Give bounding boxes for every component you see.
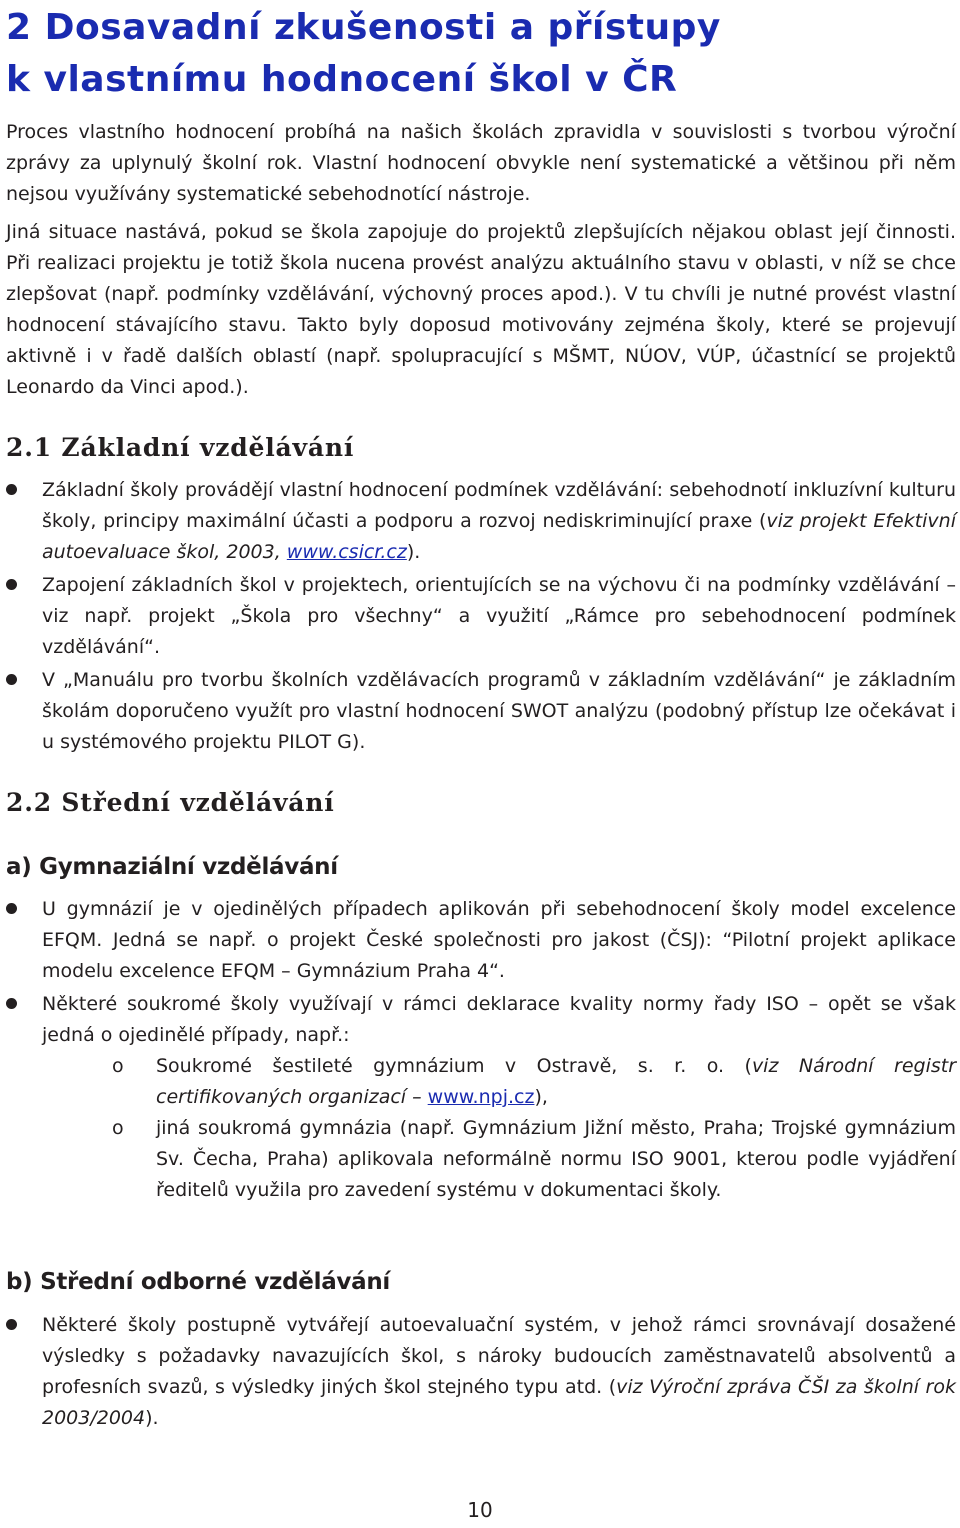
subsection-heading-b: b) Střední odborné vzdělávání bbox=[6, 1269, 390, 1295]
list-item-sos-1 bbox=[6, 1310, 956, 1434]
page-number: 10 bbox=[467, 1498, 493, 1522]
list-item-text: U gymnázií je v ojedinělých případech aplikován při sebehodnocení školy model excelence EFQM. Jedná se např. o projekt České společnosti pro jakost (ČSJ): “Pilotní projekt aplikace modelu excelence EFQM – Gymnázium Praha 4“. bbox=[42, 898, 956, 982]
list-item-zs-1 bbox=[6, 475, 956, 568]
sub-list-item-2 bbox=[112, 1113, 956, 1206]
section-heading-2-1: 2.1 Základní vzdělávání bbox=[6, 433, 355, 462]
csicr-link[interactable]: www.csicr.cz bbox=[286, 541, 407, 563]
list-item-text: Základní školy provádějí vlastní hodnocení podmínek vzdělávání: sebehodnotí inkluzívní kulturu školy, principy maximální účasti a podporu a rozvoj nediskriminující praxe ( bbox=[42, 479, 956, 532]
section-heading-2-2: 2.2 Střední vzdělávání bbox=[6, 788, 335, 817]
sub-list-tail: ), bbox=[534, 1086, 548, 1108]
list-item-zs-3 bbox=[6, 665, 956, 758]
list-item-text: Zapojení základních škol v projektech, orientujících se na výchovu či na podmínky vzdělávání – viz např. projekt „Škola pro všechny“ a využití „Rámce pro sebehodnocení podmínek vzdělávání“. bbox=[42, 574, 956, 658]
list-item-text: Některé školy postupně vytvářejí autoevaluační systém, v jehož rámci srovnávají dosažené výsledky s požadavky navazujících škol, s nároky budoucích zaměstnavatelů absolventů a profesních svazů, s výsledky jiných škol stejného typu atd. ( bbox=[42, 1314, 956, 1398]
sub-list-item-1 bbox=[112, 1051, 956, 1113]
bullet-icon bbox=[6, 998, 17, 1009]
intro-paragraph-2: Jiná situace nastává, pokud se škola zapojuje do projektů zlepšujících nějakou oblast její činnosti. Při realizaci projektu je totiž škola nucena provést analýzu aktuálního stavu v oblasti, v níž se chce zlepšovat (např. podmínky vzdělávání, výchovný proces apod.). V tu chvíli je nutné provést vlastní hodnocení stávajícího stavu. Takto byly doposud motivovány zejména školy, které se projevují aktivně i v řadě dalších oblastí (např. spolupracující s MŠMT, NÚOV, VÚP, účastnící se projektů Leonardo da Vinci apod.). bbox=[6, 221, 956, 398]
bullet-icon bbox=[6, 579, 17, 590]
bullet-icon bbox=[6, 674, 17, 685]
chapter-heading-line-1: 2 Dosavadní zkušenosti a přístupy bbox=[6, 7, 721, 48]
citation-text: viz projekt Efektivní autoevaluace škol, 2003, bbox=[42, 510, 956, 563]
citation-text: viz Národní registr certifikovaných organizací – bbox=[156, 1055, 957, 1108]
citation-text: viz Výroční zpráva ČŠI za školní rok 2003/2004 bbox=[42, 1376, 956, 1429]
chapter-heading bbox=[6, 2, 946, 106]
sub-list-marker: o bbox=[112, 1055, 124, 1077]
npj-link[interactable]: www.npj.cz bbox=[427, 1086, 535, 1108]
intro-paragraph-1: Proces vlastního hodnocení probíhá na našich školách zpravidla v souvislosti s tvorbou výroční zprávy za uplynulý školní rok. Vlastní hodnocení obvykle není systematické a většinou při něm nejsou využívány systematické sebehodnotící nástroje. bbox=[6, 121, 956, 205]
sub-list-text: jiná soukromá gymnázia (např. Gymnázium Jižní město, Praha; Trojské gymnázium Sv. Čecha, Praha) aplikovala neformálně normu ISO 9001, kterou podle vyjádření ředitelů využila pro zavedení systému v dokumentaci školy. bbox=[156, 1117, 956, 1201]
bullet-icon bbox=[6, 484, 17, 495]
list-item-tail: ). bbox=[406, 541, 421, 563]
list-item-text: V „Manuálu pro tvorbu školních vzdělávacích programů v základním vzdělávání“ je základním školám doporučeno využít pro vlastní hodnocení SWOT analýzu (podobný přístup lze očekávat i u systémového projektu PILOT G). bbox=[42, 669, 956, 753]
list-item-gym-2 bbox=[6, 989, 956, 1051]
chapter-heading-line-2: k vlastnímu hodnocení škol v ČR bbox=[6, 59, 678, 100]
bullet-icon bbox=[6, 1319, 17, 1330]
bullet-icon bbox=[6, 903, 17, 914]
list-item-tail: ). bbox=[145, 1407, 159, 1429]
sub-list-text: Soukromé šestileté gymnázium v Ostravě, s. r. o. ( bbox=[156, 1055, 752, 1077]
subsection-heading-a: a) Gymnaziální vzdělávání bbox=[6, 854, 338, 880]
list-item-zs-2 bbox=[6, 570, 956, 663]
list-item-gym-1 bbox=[6, 894, 956, 987]
sub-list-marker: o bbox=[112, 1117, 124, 1139]
list-item-text: Některé soukromé školy využívají v rámci deklarace kvality normy řady ISO – opět se však jedná o ojedinělé případy, např.: bbox=[42, 993, 956, 1046]
